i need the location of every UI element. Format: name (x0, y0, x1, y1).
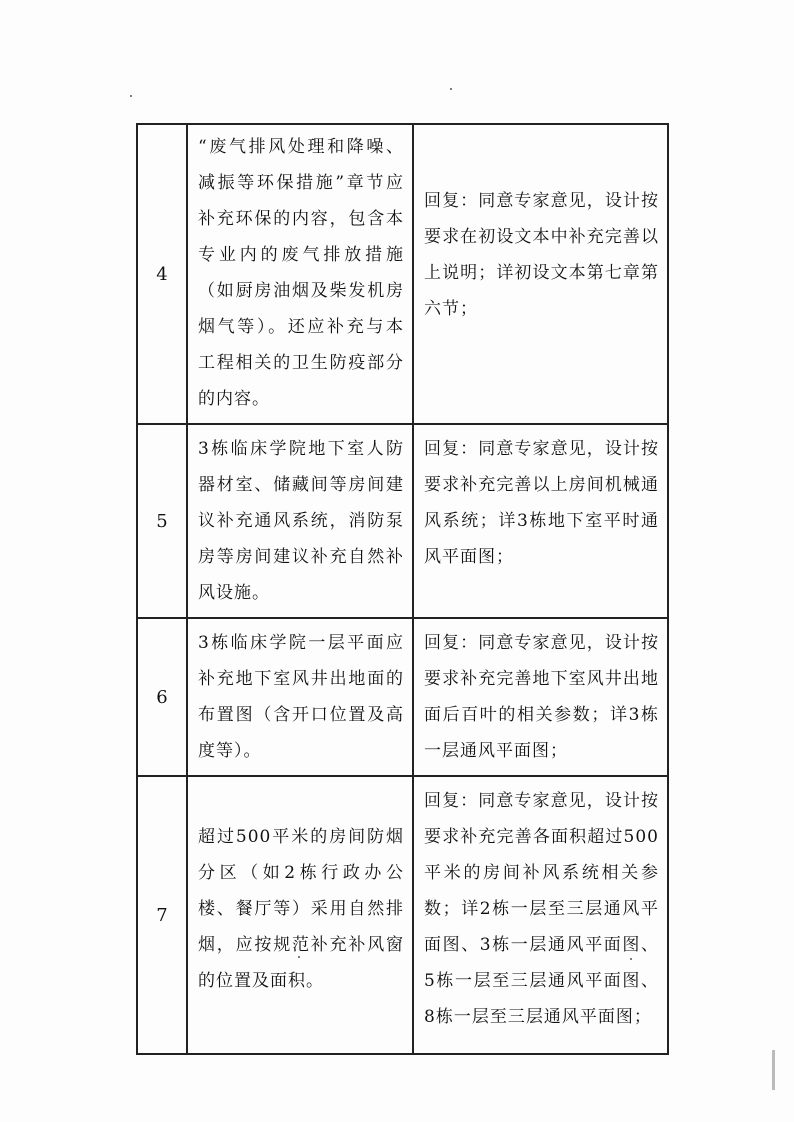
expert-opinion-text: 3栋临床学院一层平面应补充地下室风井出地面的布置图（含开口位置及高度等）。 (198, 633, 404, 761)
expert-opinion-cell (187, 776, 413, 1054)
table-row (137, 618, 668, 776)
scan-edge-mark (772, 1050, 775, 1090)
table-row (137, 424, 668, 618)
review-response-table (136, 123, 669, 1055)
row-number: 7 (137, 776, 187, 1054)
expert-opinion-cell (187, 424, 413, 618)
expert-opinion-cell (187, 124, 413, 424)
expert-opinion-text: 3栋临床学院地下室人防器材室、储藏间等房间建议补充通风系统，消防泵房等房间建议补充自然补风设施。 (198, 439, 404, 603)
reply-text: 回复：同意专家意见，设计按要求补充完善地下室风井出地面后百叶的相关参数；详3栋一层通风平面图； (424, 633, 659, 761)
reply-cell (413, 618, 668, 776)
expert-opinion-text: “废气排风处理和降噪、减振等环保措施”章节应补充环保的内容，包含本专业内的废气排放措施（如厨房油烟及柴发机房烟气等）。还应补充与本工程相关的卫生防疫部分的内容。 (198, 137, 404, 409)
reply-cell (413, 776, 668, 1054)
reply-cell (413, 424, 668, 618)
reply-text: 回复：同意专家意见，设计按要求在初设文本中补充完善以上说明；详初设文本第七章第六节； (424, 191, 659, 319)
row-number: 6 (137, 618, 187, 776)
reply-text: 回复：同意专家意见，设计按要求补充完善各面积超过500平米的房间补风系统相关参数；详2栋一层至三层通风平面图、3栋一层通风平面图、5栋一层至三层通风平面图、8栋一层至三层通风平面图； (424, 791, 659, 1027)
scan-speck (450, 88, 452, 90)
expert-opinion-cell (187, 618, 413, 776)
row-number: 4 (137, 124, 187, 424)
scan-speck (130, 95, 132, 97)
expert-opinion-text: 超过500平米的房间防烟分区（如2栋行政办公楼、餐厅等）采用自然排烟，应按规范补充补风窗的位置及面积。 (198, 827, 404, 991)
table-row (137, 124, 668, 424)
reply-cell (413, 124, 668, 424)
row-number: 5 (137, 424, 187, 618)
reply-text: 回复：同意专家意见，设计按要求补充完善以上房间机械通风系统；详3栋地下室平时通风平面图； (424, 439, 659, 567)
table-row (137, 776, 668, 1054)
